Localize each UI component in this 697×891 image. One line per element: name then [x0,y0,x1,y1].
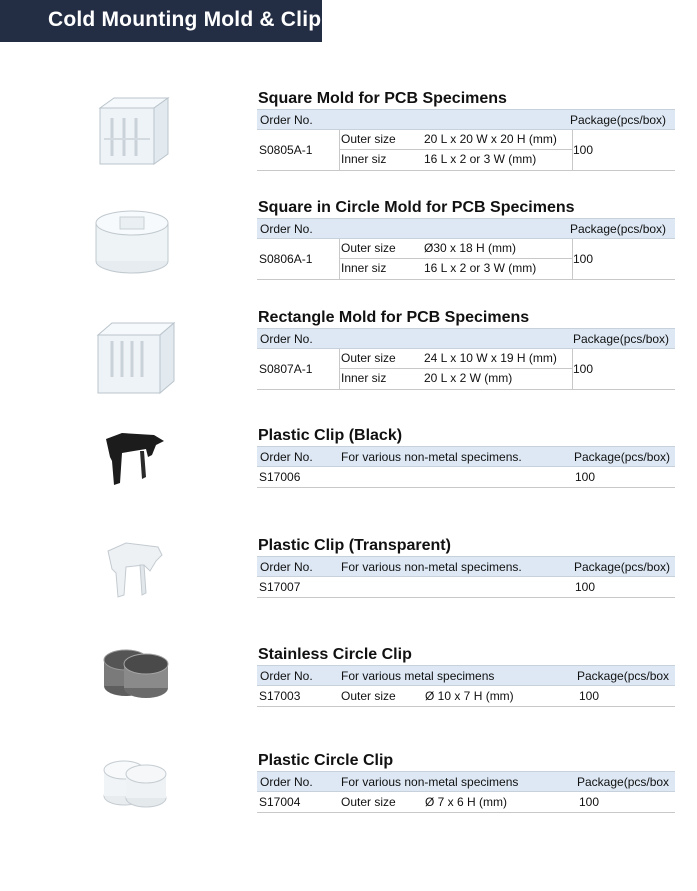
package-quantity: 100 [573,143,594,157]
table-row [257,349,675,390]
table-row [257,130,675,171]
order-number: S17006 [259,470,301,484]
package-quantity: 100 [579,795,600,809]
product-title: Plastic Clip (Black) [258,427,403,444]
circle-mold-image [92,203,172,281]
product-table [257,556,675,598]
table-header [257,556,675,577]
inner-size-value: 16 L x 2 or 3 W (mm) [424,152,537,166]
table-row [257,792,675,813]
product-table [257,446,675,488]
order-number: S17004 [259,795,301,809]
order-number: S0806A-1 [259,252,313,266]
table-header [257,218,675,239]
size-label: Outer size [341,689,396,703]
header-package: Package(pcs/box [577,775,670,789]
inner-size-value: 16 L x 2 or 3 W (mm) [424,261,537,275]
outer-size-value: 20 L x 20 W x 20 H (mm) [424,132,557,146]
header-order-no: Order No. [260,560,313,574]
header-package: Package(pcs/box) [570,113,667,127]
product-table [257,109,675,171]
table-header [257,665,675,686]
order-number: S17007 [259,580,301,594]
package-quantity: 100 [573,362,594,376]
product-table [257,665,675,707]
header-description: For various non-metal specimens [341,775,519,789]
header-package: Package(pcs/box [577,669,670,683]
stainless-clip-image [100,646,172,702]
header-order-no: Order No. [260,113,313,127]
transparent-clip-image [100,537,170,603]
page-title: Cold Mounting Mold & Clip [48,8,322,31]
table-header [257,328,675,349]
order-number: S17003 [259,689,301,703]
size-label: Outer size [341,795,396,809]
product-title: Square Mold for PCB Specimens [258,90,507,107]
page-banner [0,0,322,42]
product-title: Square in Circle Mold for PCB Specimens [258,199,575,216]
header-order-no: Order No. [260,775,313,789]
table-header [257,109,675,130]
table-row [257,239,675,280]
plastic-circle-clip-image [100,756,172,812]
product-table [257,328,675,390]
package-quantity: 100 [579,689,600,703]
table-header [257,771,675,792]
header-description: For various metal specimens [341,669,495,683]
header-order-no: Order No. [260,450,313,464]
product-table [257,218,675,280]
header-package: Package(pcs/box) [573,332,670,346]
package-quantity: 100 [575,580,596,594]
outer-size-label: Outer size [341,241,396,255]
product-table [257,771,675,813]
inner-size-label: Inner siz [341,152,387,166]
header-order-no: Order No. [260,669,313,683]
size-value: Ø 7 x 6 H (mm) [425,795,508,809]
inner-size-value: 20 L x 2 W (mm) [424,371,513,385]
table-row [257,467,675,488]
black-clip-image [100,427,170,493]
size-value: Ø 10 x 7 H (mm) [425,689,514,703]
rectangle-mold-image [92,313,176,397]
package-quantity: 100 [573,252,594,266]
product-title: Rectangle Mold for PCB Specimens [258,309,530,326]
product-title: Stainless Circle Clip [258,646,412,663]
product-title: Plastic Circle Clip [258,752,394,769]
order-number: S0805A-1 [259,143,313,157]
package-quantity: 100 [575,470,596,484]
outer-size-value: Ø30 x 18 H (mm) [424,241,517,255]
inner-size-label: Inner siz [341,261,387,275]
product-title: Plastic Clip (Transparent) [258,537,451,554]
outer-size-value: 24 L x 10 W x 19 H (mm) [424,351,557,365]
outer-size-label: Outer size [341,351,396,365]
inner-size-label: Inner siz [341,371,387,385]
header-description: For various non-metal specimens. [341,560,522,574]
header-package: Package(pcs/box) [570,222,667,236]
table-header [257,446,675,467]
header-package: Package(pcs/box) [574,450,671,464]
header-package: Package(pcs/box) [574,560,671,574]
header-description: For various non-metal specimens. [341,450,522,464]
table-row [257,577,675,598]
header-order-no: Order No. [260,332,313,346]
outer-size-label: Outer size [341,132,396,146]
header-order-no: Order No. [260,222,313,236]
table-row [257,686,675,707]
square-mold-image [92,94,172,172]
order-number: S0807A-1 [259,362,313,376]
